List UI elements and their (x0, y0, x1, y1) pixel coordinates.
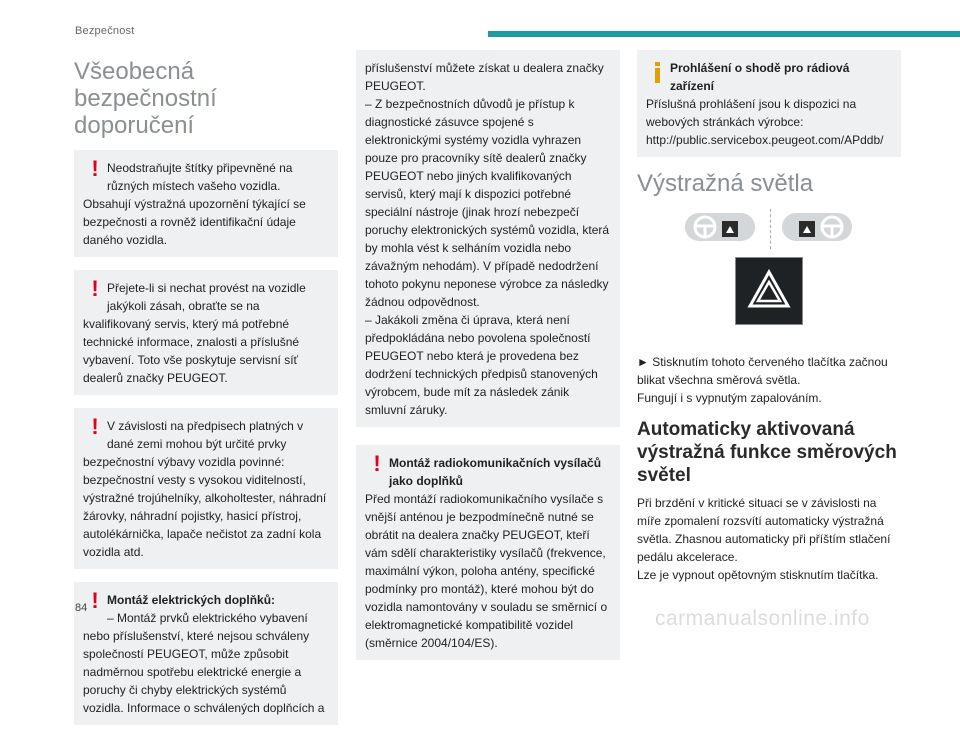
warning-box-service (74, 270, 338, 395)
column-3 (637, 50, 901, 596)
info-box-declaration (637, 50, 901, 157)
section-header: Bezpečnost (75, 25, 135, 37)
warning-box-radio (356, 445, 620, 660)
warning-icon: ! (91, 414, 99, 440)
warning-text-first: V závislosti na předpisech platných v dané zemi mohou být určité prvky (107, 419, 304, 452)
column-2 (356, 50, 620, 678)
steering-wheel-icon (782, 213, 852, 241)
instruction-step: ► Stisknutím tohoto červeného tlačítka začnou blikat všechna směrová světla. (637, 355, 888, 388)
warning-text-first: Přejete-li si nechat provést na vozidle jakýkoli zásah, obraťte se na (107, 281, 306, 314)
section-title-general-safety: Všeobecná bezpečnostní doporučení (74, 58, 217, 140)
info-text: Příslušná prohlášení jsou k dispozici na webových stránkách výrobce: http://public.servicebox.peugeot.com/APddb/ (646, 97, 884, 147)
dashed-divider (770, 209, 771, 249)
warning-text-rest: Před montáží radiokomunikačního vysílače s vnější anténou je bezpodmínečně nutné se obrátit na dealera značky PEUGEOT, kteří vám sdělí charakteristiky vysílačů (frekvence, maximální výkon, poloha antény, specifické podmínky pro montáž), které mohou být do vozidla namontovány v souladu se směrnicí o elektromagnetické kompatibilitě vozidel (směrnice 2004/104/ES). (365, 492, 608, 650)
auto-hazard-paragraph: Při brzdění v kritické situaci se v závislosti na míře zpomalení rozsvítí automaticky výstražná světla. Zhasnou automaticky při příštím stlačení pedálu akcelerace. (637, 495, 891, 564)
continued-text: – Jakákoli změna či úprava, která není předpokládána nebo povolena společností PEUGEOT nebo která je provedena bez dodržení technických předpisů stanovených výrobcem, bude mít za následek zánik smluvní záruky. (365, 313, 598, 417)
auto-hazard-text (637, 494, 901, 584)
hazard-instructions (637, 353, 901, 407)
warning-text-rest: Obsahují výstražná upozornění týkající se bezpečnosti a rovněž identifikační údaje daného vozidla. (83, 197, 306, 248)
warning-icon: ! (91, 588, 99, 614)
warning-box-equipment (74, 408, 338, 569)
info-title: Prohlášení o shodě pro rádiová zařízení (670, 61, 850, 93)
warning-icon: ! (91, 276, 99, 302)
continued-text: – Z bezpečnostních důvodů je přístup k diagnostické zásuvce spojené s elektronickými systémy vozidla vyhrazen pouze pro pracovníky sítě dealerů značky PEUGEOT nebo jiných kvalifikovaných servisů, který mají k dispozici potřebné speciální nástroje (jinak hrozí nebezpečí poruchy elektronických systémů vozidla, která by mohla vést k selháním vozidla nebo závažným nehodám). V případě nedodržení tohoto pokynu neponese výrobce za následky žádnou odpovědnost. (365, 97, 610, 309)
info-icon (651, 62, 665, 84)
hazard-illustration (637, 209, 901, 341)
instruction-note: Fungují i s vypnutým zapalováním. (637, 391, 822, 406)
column-1 (74, 50, 338, 738)
hazard-button[interactable] (735, 257, 803, 325)
dashboard-right-illustration (782, 213, 852, 241)
warning-title: Montáž elektrických doplňků: (107, 593, 276, 608)
auto-hazard-title: Automaticky aktivovaná výstražná funkce směrových světel (637, 419, 897, 486)
warning-box-electrical (74, 582, 338, 725)
watermark: carmanualsonline.info (655, 607, 870, 630)
continued-text: příslušenství můžete získat u dealera značky PEUGEOT. (365, 61, 604, 93)
page-number: 84 (75, 602, 88, 614)
warning-text-rest: bezpečnostní výbavy vozidla povinné: bezpečnostní vesty s vysokou viditelností, výstražné trojúhelníky, alkoholtester, náhradní žárovky, náhradní pojistky, hasicí přístroj, autolékárnička, lapače nečistot za zadní kola vozidla atd. (83, 455, 327, 560)
warning-text-rest: nebo příslušenství, které nejsou schváleny společností PEUGEOT, může způsobit nadměrnou spotřebu elektrické energie a poruchy či chyby elektrických systémů vozidla. Informace o schválených doplňcích a (83, 629, 325, 716)
auto-hazard-paragraph: Lze je vypnout opětovným stisknutím tlačítka. (637, 567, 879, 582)
warning-icon: ! (91, 156, 99, 182)
hazard-triangle-icon (736, 258, 802, 324)
warning-text-first: – Montáž prvků elektrického vybavení (107, 611, 308, 626)
section-title-hazard-lights: Výstražná světla (637, 170, 814, 197)
dashboard-left-illustration (685, 213, 755, 241)
steering-wheel-icon (685, 213, 755, 241)
warning-text-first: Neodstraňujte štítky připevněné na různých místech vašeho vozidla. (107, 161, 293, 194)
warning-box-labels (74, 150, 338, 257)
header-accent-bar (488, 31, 960, 37)
warning-text-rest: kvalifikovaný servis, který má potřebné technické informace, znalosti a příslušné vybavení. Toto vše poskytuje servisní síť dealerů značky PEUGEOT. (83, 317, 300, 386)
warning-title: Montáž radiokomunikačních vysílačů jako doplňků (389, 456, 602, 488)
warning-box-electrical-continued (356, 50, 620, 427)
warning-icon: ! (373, 451, 381, 476)
